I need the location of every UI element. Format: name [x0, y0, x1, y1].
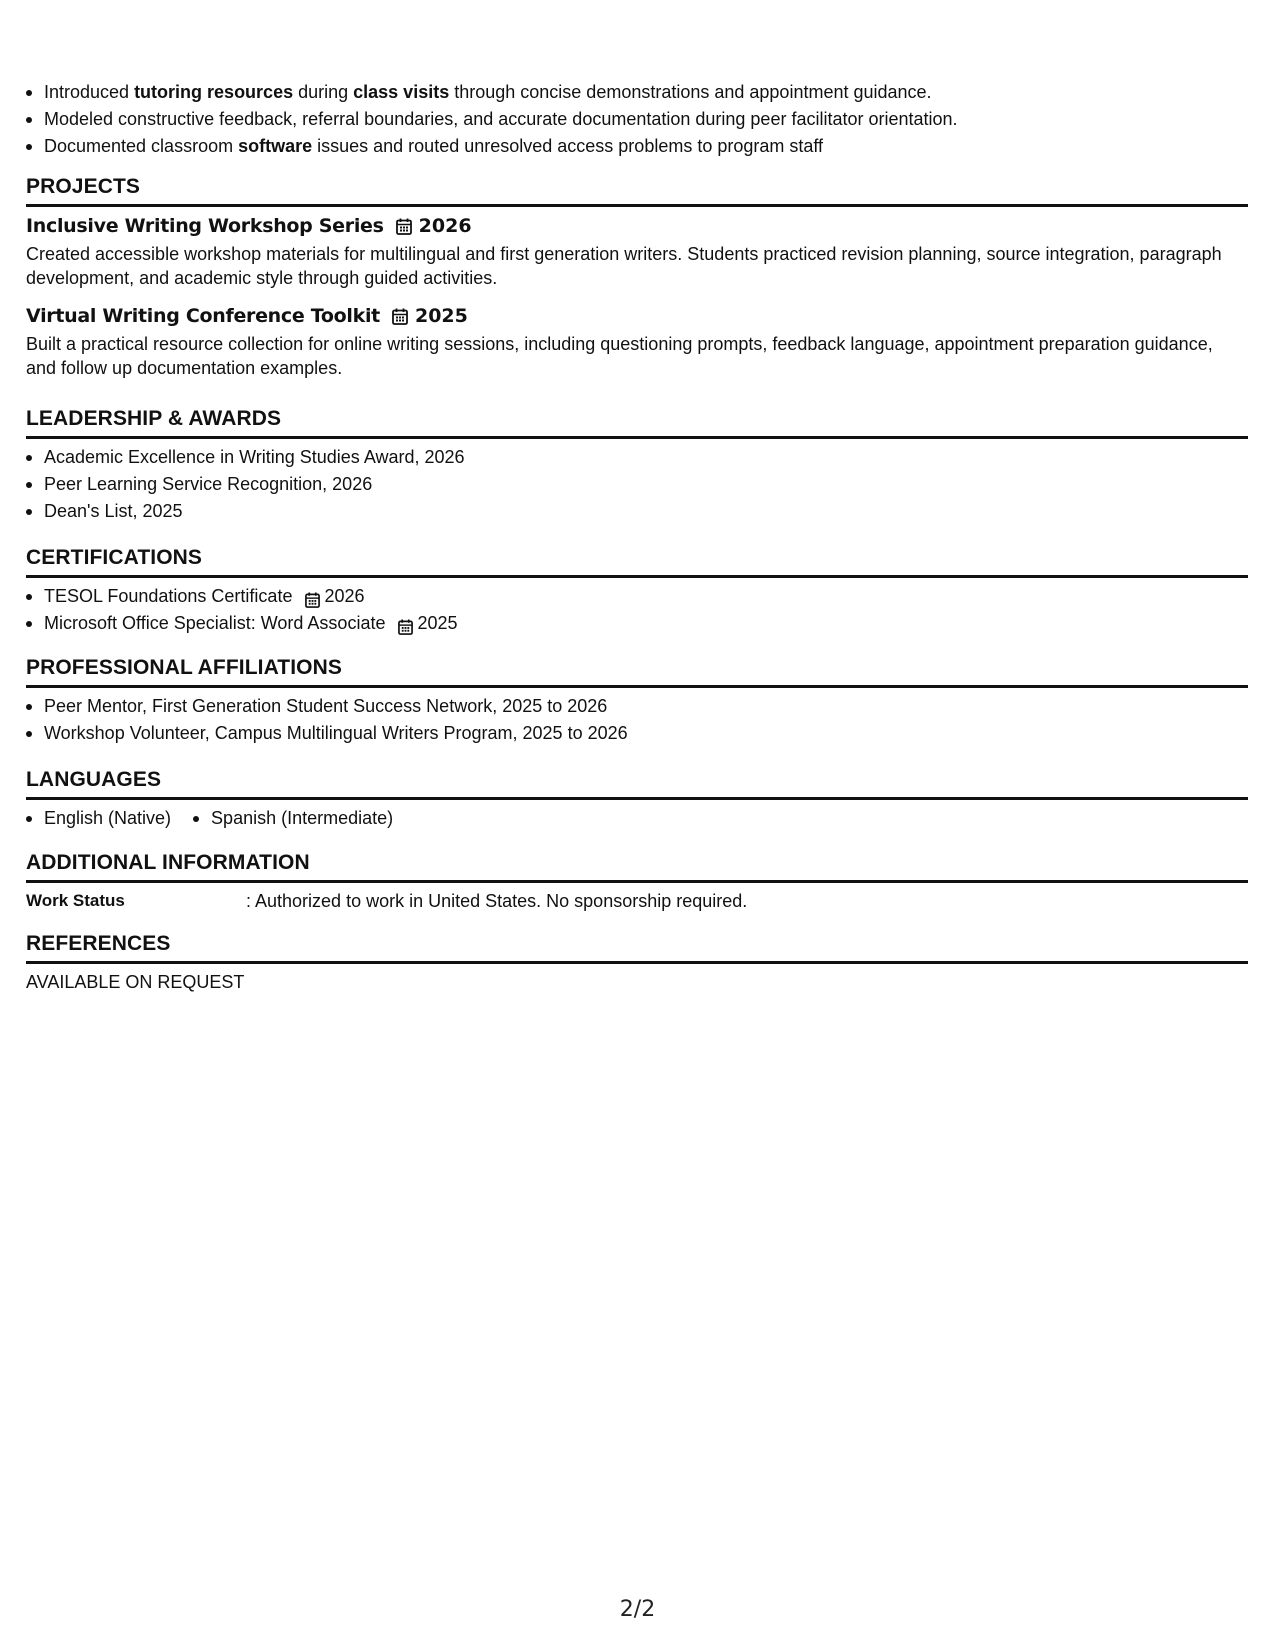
- affiliations-list: [26, 693, 1248, 747]
- list-item: Peer Mentor, First Generation Student Success Network, 2025 to 2026: [26, 693, 1248, 720]
- section-body: [26, 800, 1248, 832]
- work-status-row: [26, 888, 1248, 914]
- section-body: [26, 688, 1248, 747]
- section-body: [26, 883, 1248, 914]
- languages-list: [26, 805, 1248, 832]
- awards-list: [26, 444, 1248, 525]
- list-item: Academic Excellence in Writing Studies Award, 2026: [26, 444, 1248, 471]
- section-body: [26, 578, 1248, 637]
- references-section: [26, 931, 1248, 995]
- certifications-list: [26, 583, 1248, 637]
- list-item: Modeled constructive feedback, referral boundaries, and accurate documentation during peer facilitator orientation.: [26, 106, 958, 133]
- list-item: Workshop Volunteer, Campus Multilingual Writers Program, 2025 to 2026: [26, 720, 1248, 747]
- calendar-icon: [305, 589, 320, 605]
- list-item: [26, 610, 1248, 637]
- section-title: LANGUAGES: [26, 767, 1248, 800]
- experience-bullets: [26, 79, 958, 160]
- project-year: 2025: [414, 305, 468, 327]
- list-item: [26, 583, 1248, 610]
- certification-row: [44, 583, 1248, 610]
- project-name: Virtual Writing Conference Toolkit: [26, 305, 380, 327]
- section-title: LEADERSHIP & AWARDS: [26, 406, 1248, 439]
- work-status-value: : Authorized to work in United States. No sponsorship required.: [246, 891, 748, 911]
- certification-row: [44, 610, 1248, 637]
- certifications-section: [26, 545, 1248, 637]
- project-item: [26, 212, 1248, 290]
- project-title-row: [26, 302, 1248, 330]
- list-item: Peer Learning Service Recognition, 2026: [26, 471, 1248, 498]
- list-item: Spanish (Intermediate): [193, 805, 393, 832]
- project-year: 2026: [418, 215, 472, 237]
- section-body: [26, 439, 1248, 525]
- list-item: Introduced tutoring resources during class visits through concise demonstrations and appointment guidance.: [26, 79, 958, 106]
- references-text: AVAILABLE ON REQUEST: [26, 972, 245, 992]
- calendar-icon: [396, 218, 412, 235]
- section-title: PROJECTS: [26, 174, 1248, 207]
- list-item: Documented classroom software issues and routed unresolved access problems to program staff: [26, 133, 958, 160]
- certification-name: Microsoft Office Specialist: Word Associate: [44, 613, 386, 633]
- certification-year: 2025: [417, 613, 458, 633]
- certification-name: TESOL Foundations Certificate: [44, 586, 293, 606]
- section-title: ADDITIONAL INFORMATION: [26, 850, 1248, 883]
- calendar-icon: [398, 616, 413, 632]
- page-number: 2/2: [619, 1597, 656, 1622]
- project-title-row: [26, 212, 1248, 240]
- list-item: English (Native): [26, 805, 171, 832]
- project-item: [26, 302, 1248, 380]
- list-item: Dean's List, 2025: [26, 498, 1248, 525]
- section-title: PROFESSIONAL AFFILIATIONS: [26, 655, 1248, 688]
- work-status-label: Work Status: [26, 891, 125, 910]
- section-body: [26, 964, 1248, 995]
- affiliations-section: [26, 655, 1248, 747]
- leadership-section: [26, 406, 1248, 525]
- certification-year: 2026: [324, 586, 365, 606]
- project-name: Inclusive Writing Workshop Series: [26, 215, 384, 237]
- section-title: REFERENCES: [26, 931, 1248, 964]
- project-description: Created accessible workshop materials for multilingual and first generation writers. Students practiced revision planning, source integration, paragraph development, and academic style through guided activities.: [26, 244, 1222, 288]
- section-title: CERTIFICATIONS: [26, 545, 1248, 578]
- languages-section: [26, 767, 1248, 832]
- projects-section: [26, 174, 1248, 380]
- project-description: Built a practical resource collection for online writing sessions, including questioning prompts, feedback language, appointment preparation guidance, and follow up documentation examples.: [26, 334, 1213, 378]
- additional-section: [26, 850, 1248, 914]
- calendar-icon: [392, 308, 408, 325]
